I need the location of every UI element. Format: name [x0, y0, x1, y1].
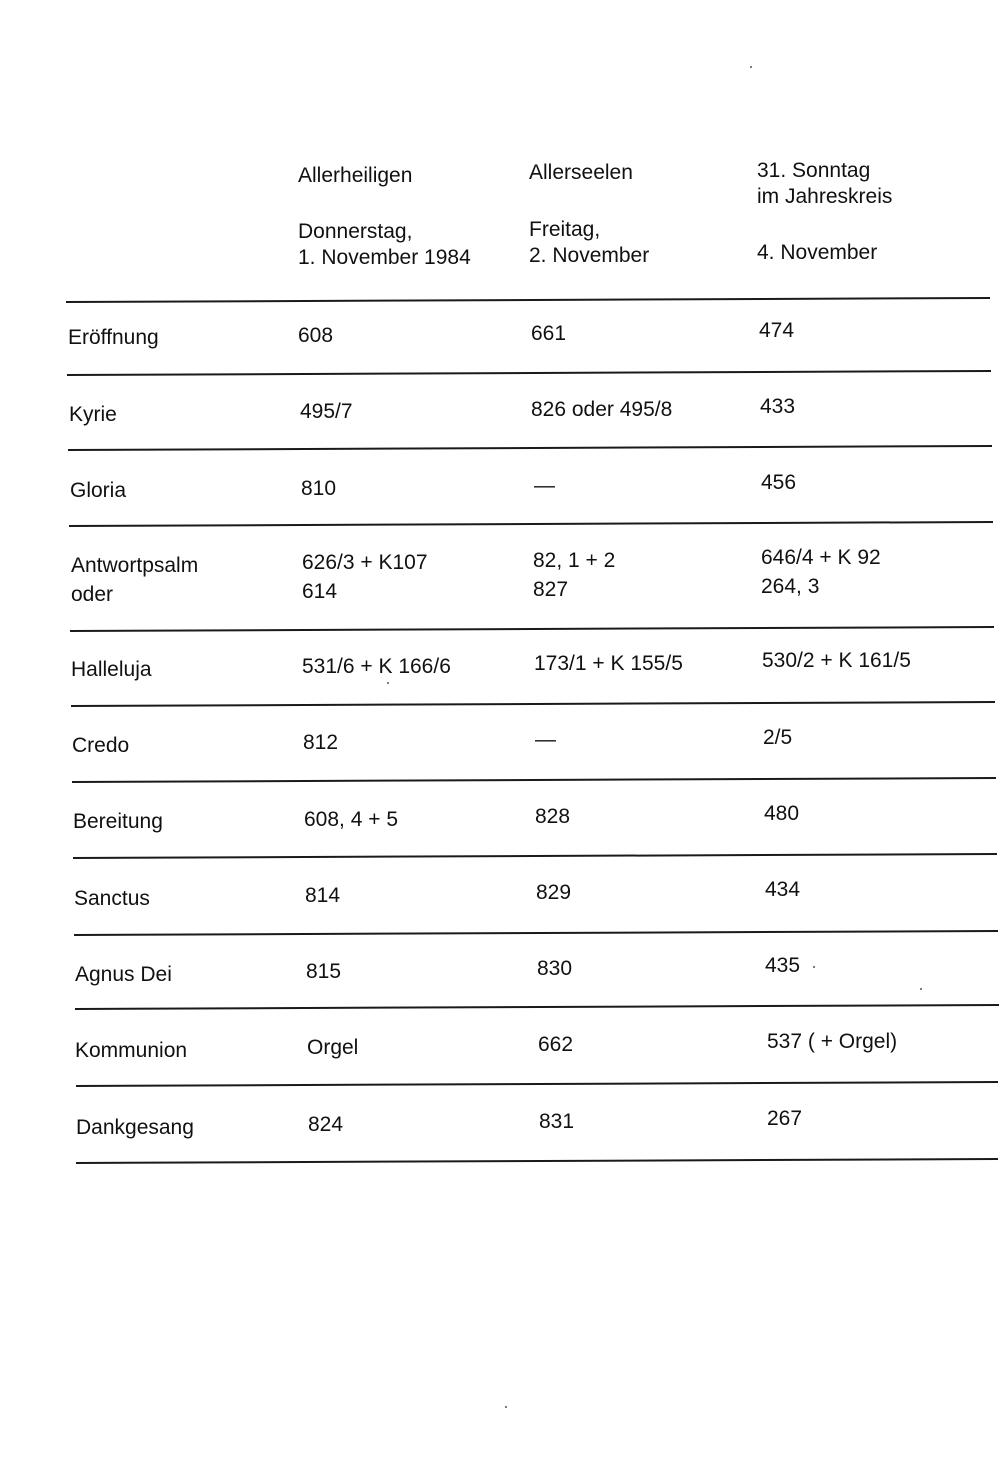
- row-label: Antwortpsalm oder: [71, 554, 199, 606]
- table-cell: 495/7: [300, 400, 353, 423]
- table-rule: [76, 1081, 998, 1087]
- table-rule: [76, 1158, 998, 1164]
- table-cell: Orgel: [307, 1036, 359, 1059]
- table-cell: 831: [539, 1110, 575, 1133]
- table-cell: 829: [536, 881, 572, 904]
- scan-speck: [387, 682, 389, 684]
- column-2-date: Freitag, 2. November: [529, 218, 650, 267]
- table-cell: 173/1 + K 155/5: [534, 652, 683, 675]
- table-rule: [68, 445, 992, 451]
- table-cell: 661: [531, 322, 567, 345]
- table-cell: 810: [301, 477, 337, 500]
- table-cell: 433: [760, 395, 796, 418]
- table-rule: [74, 930, 998, 936]
- column-1-title: Allerheiligen: [298, 164, 413, 187]
- column-1-date: Donnerstag, 1. November 1984: [298, 220, 471, 269]
- table-cell: 531/6 + K 166/6: [302, 655, 451, 678]
- row-label: Bereitung: [73, 810, 163, 833]
- table-cell: 646/4 + K 92 264, 3: [761, 546, 881, 598]
- table-rule: [71, 701, 995, 707]
- table-cell: 824: [308, 1113, 344, 1136]
- row-label: Eröffnung: [68, 326, 159, 349]
- row-label: Sanctus: [74, 887, 150, 910]
- table-cell: 435: [765, 954, 801, 977]
- table-rule: [75, 1004, 999, 1010]
- table-rule: [72, 777, 996, 783]
- column-2-title: Allerseelen: [529, 161, 633, 184]
- row-label: Gloria: [70, 479, 127, 502]
- table-cell: 2/5: [763, 726, 793, 749]
- table-cell: 434: [765, 878, 801, 901]
- table-cell: 814: [305, 884, 341, 907]
- table-cell: 828: [535, 805, 571, 828]
- table-cell: 530/2 + K 161/5: [762, 649, 911, 672]
- table-cell: 480: [764, 802, 800, 825]
- table-cell: 474: [759, 319, 795, 342]
- table-cell: 826 oder 495/8: [531, 398, 673, 421]
- row-label: Halleluja: [71, 658, 152, 681]
- table-rule: [70, 626, 994, 632]
- table-rule: [73, 853, 997, 859]
- table-cell: —: [535, 728, 556, 751]
- row-label: Agnus Dei: [75, 963, 172, 986]
- table-cell: 608, 4 + 5: [304, 808, 398, 831]
- table-cell: 537 ( + Orgel): [767, 1030, 898, 1053]
- table-rule: [66, 297, 990, 303]
- table-cell: 830: [537, 957, 573, 980]
- row-label: Kyrie: [69, 403, 117, 426]
- column-3-title: 31. Sonntag im Jahreskreis: [757, 159, 893, 208]
- row-label: Dankgesang: [76, 1116, 194, 1139]
- scan-speck: [750, 66, 752, 68]
- table-cell: 626/3 + K107 614: [302, 551, 428, 603]
- scan-speck: [920, 988, 922, 990]
- row-label: Credo: [72, 734, 130, 757]
- table-cell: 662: [538, 1033, 574, 1056]
- scan-speck: [813, 966, 815, 968]
- table-cell: 82, 1 + 2 827: [533, 549, 616, 601]
- table-cell: —: [534, 474, 555, 497]
- table-cell: 608: [298, 324, 334, 347]
- table-cell: 456: [761, 471, 797, 494]
- row-label: Kommunion: [75, 1039, 188, 1062]
- table-cell: 812: [303, 731, 339, 754]
- table-rule: [69, 521, 993, 527]
- table-rule: [67, 370, 991, 376]
- table-cell: 267: [767, 1107, 803, 1130]
- column-3-date: 4. November: [757, 241, 878, 264]
- table-cell: 815: [306, 960, 342, 983]
- scan-speck: [505, 1406, 507, 1408]
